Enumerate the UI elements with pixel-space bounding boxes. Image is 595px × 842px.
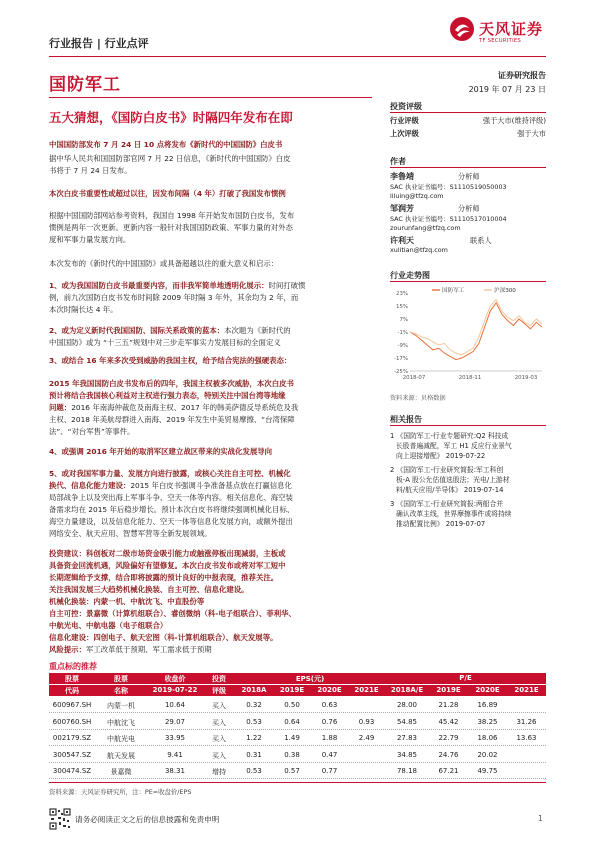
investment-advice: 中航光电、中航电器（电子组联合） [49,621,168,630]
report-type: 证券研究报告 [498,71,546,80]
title-divider [49,97,372,98]
table-cell: 33.95 [164,734,186,742]
th-rating: 投资 [212,675,226,683]
prev-rating-value: 强于大市 [517,129,546,138]
related-line: 向上迎接增配》 2019-07-22 [396,452,486,460]
author-name: 邹润芳 [390,204,414,213]
body-text: 中国国防》或为 “十三五”规划中对三步走军事实力发展目标的全面定义 [49,338,281,347]
th-name2: 名称 [114,687,128,695]
guess-2 [49,325,372,337]
section-heading: 本次白皮书重要性或超过以往，因发布间隔（4 年）打破了我国发布惯例 [49,189,286,198]
body-text [49,480,372,492]
y-tick-label: -17% [394,356,408,362]
table-cell: 景嘉微 [110,768,132,776]
body-text: 书将于 7 月 24 日发布。 [49,166,132,175]
th-year: 2020E [475,686,500,694]
investment-advice: 投资建议：科创板对二级市场资金吸引能力或触涨停板出现减弱，主板或 [49,549,286,558]
table-cell: 0.53 [246,717,262,726]
related-heading: 相关报告 [390,415,422,424]
investment-advice: 自主可控：景嘉微（计算机组联合）、睿创微纳（科-电子组联合）、菲利华、 [49,609,296,618]
table-cell: 38.25 [477,717,498,726]
author-role: 分析师 [458,172,480,181]
table-cell: 内蒙一机 [107,702,135,710]
table-cell: 20.02 [477,750,498,759]
industry-title: 国防军工 [49,75,121,95]
table-cell: 0.93 [358,717,375,726]
guess-1 [49,280,372,292]
report-date: 2019 年 07 月 23 日 [468,85,546,94]
table-cell: 67.21 [438,767,459,775]
table-cell: 16.89 [477,701,498,709]
th-year: 2021E [354,686,379,694]
table-cell: 27.83 [396,734,418,742]
table-cell: 24.76 [438,750,459,759]
investment-advice: 机械化换装：内蒙一机、中航沈飞、中直股份等 [49,597,205,606]
body-text: 备需求均在 2015 年后稳步增长。预计本次白皮书将继续强调机械化目标、 [49,505,295,514]
y-tick-label: -25% [394,369,408,375]
related-line: 长股普遍减配，军工 H1 反应行业景气 [396,442,512,450]
th-year: 2021E [514,686,539,694]
th-date: 2019-07-22 [152,686,198,694]
investment-advice: 关注我国发展三大趋势机械化换装、自主可控、信息化建设。 [49,585,249,594]
sidebar-divider [390,167,546,168]
chart-source: 资料来源：贝格数据 [390,395,446,402]
table-cell: 9.41 [167,750,183,759]
guess-5-head: 5、或对我国军事力量、发展方向进行披露，或核心关注自主可控、机械化 [49,469,291,478]
table-cell: 2.49 [358,734,375,742]
table-cell: 中航光电 [107,735,135,743]
author-name: 李鲁靖 [390,172,414,181]
th-name: 股票 [114,675,128,683]
logo-mark-icon [449,16,475,42]
table-row [49,748,546,763]
table-cell: 0.64 [284,717,300,726]
table-cell: 0.50 [284,701,300,709]
series-line-0 [410,303,542,360]
related-line: 1 《国防军工-行业专题研究:Q2 科技成 [390,432,509,440]
table-cell: 002179.SZ [52,734,92,742]
author-role: 分析师 [458,204,480,213]
logo-text: 天风证券 [479,20,544,38]
y-tick-label: 23% [396,291,408,297]
page-number: 1 [538,814,543,823]
body-text-bold: 问题： [49,403,72,412]
table-cell: 买入 [212,735,226,743]
section-heading: 中国国防部发布 7 月 24 日 10 点将发布《新时代的中国国防》白皮书 [49,140,283,149]
table-cell: 买入 [212,751,226,760]
th-eps: EPS(元) [295,675,325,683]
table-cell: 300547.SZ [52,750,92,759]
author-email[interactable]: zourunfang@tfzq.com [390,224,461,232]
table-row [49,698,546,713]
table-cell: 1.88 [321,734,338,742]
table-cell: 1.49 [284,734,300,742]
trend-heading: 行业走势图 [390,271,430,280]
related-line: 料/航天应用/半导体》 2019-07-14 [396,486,504,494]
body-text-normal: 2015 年白皮书强调斗争准备基点放在打赢信息化 [130,481,292,490]
table-cell: 600967.SH [52,701,92,709]
table-cell: 28.00 [396,701,418,709]
author-role: 联系人 [470,236,492,245]
investment-advice: 具备资金回流机遇，风险偏好有望修复。本次白皮书发布或将对军工短中 [49,561,286,570]
table-bottom-rule [49,782,546,783]
table-cell: 1.22 [246,734,262,742]
investment-advice: 信息化建设：四创电子、航天宏图（科-计算机组联合）、航天发展等。 [49,633,278,642]
y-tick-label: -1% [397,330,408,336]
related-line: 确认改革主线，世界摩擦事件或将持续 [396,510,512,518]
th-pe: P/E [459,674,472,682]
logo-subtext: TF SECURITIES [479,38,522,44]
body-text: 惯例是两年一次更新。更新内容一般针对我国国防政策、军事力量的对外态 [49,223,293,232]
related-line: 2 《国防军工-行业研究简报:军工科创 [390,466,504,474]
sidebar-divider [390,281,546,282]
table-cell: 航天发展 [107,751,135,760]
y-tick-label: 15% [396,304,408,310]
table-cell: 0.63 [321,701,338,709]
body-text: 据中华人民共和国国防部官网 7 月 22 日信息，《新时代的中国国防》白皮 [49,154,291,163]
table-note: 资料来源：天风证券研究所，注：PE=收盘价/EPS [49,788,192,796]
body-text: 主权、2018 年美航母群进入南海、2019 年发生中美贸易摩擦、“台湾保障 [49,415,295,424]
author-name: 许利天 [390,236,414,245]
table-cell: 0.38 [284,750,300,759]
th-code2: 代码 [65,687,79,695]
body-text: 本次发布的《新时代的中国国防》或具备超越以往的重大意义和启示： [49,259,279,268]
sidebar-divider [390,425,546,426]
th-year: 2018A [241,686,267,694]
table-cell: 10.64 [164,701,186,709]
rating-heading: 投资评级 [390,102,422,111]
company-logo [449,14,559,50]
table-cell: 21.28 [438,701,459,709]
author-cert: SAC 执业证书编号：S1110517010004 [390,215,507,223]
body-text: 度和军事力量发展方向。 [49,235,131,244]
table-cell: 29.07 [164,717,186,726]
table-cell: 0.47 [321,750,338,759]
table-cell: 49.75 [477,767,498,775]
sidebar-divider [390,112,546,113]
table-subheader-row [49,685,546,696]
body-text: 2015 年我国国防白皮书发布后的四年，我国主权被多次威胁，本次白皮书 [49,379,294,388]
table-cell: 600760.SH [52,717,92,726]
body-text-normal: 2016 年南海仲裁危及南海主权、2017 年的韩美萨德反导系统危及我 [71,403,299,412]
table-cell: 13.63 [516,734,537,742]
table-cell: 38.31 [164,767,186,775]
table-cell: 中航沈飞 [107,718,135,727]
table-row [49,764,546,779]
th-price: 收盘价 [164,675,186,683]
risk-head: 风险提示： [49,645,86,654]
table-header-row [49,673,546,684]
table-row [49,731,546,746]
guess-1-head: 1、或为我国国防白皮书最重要内容，而非我军简单地透明化展示： [49,281,269,290]
table-title: 重点标的推荐 [49,662,97,671]
author-email[interactable]: xulitian@tfzq.com [390,246,448,254]
risk-warning [49,644,372,656]
table-cell: 0.76 [321,717,338,726]
body-text: 法”、“对台军售”等事件。 [49,427,135,436]
th-year: 2018A/E [390,686,424,694]
table-cell: 0.57 [284,767,300,775]
rating-value: 强于大市(维持评级) [482,116,546,125]
related-report-1[interactable] [390,431,512,461]
th-year: 2019E [436,686,461,694]
legend-label: 沪深300 [494,288,516,294]
related-report-2[interactable] [390,465,510,495]
body-text: 例，前九次国防白皮书发布时间除 2009 年时隔 3 年外，其余均为 2 年，而 [49,293,299,302]
th-year: 2019E [279,686,305,694]
table-cell: 54.85 [396,717,418,726]
table-cell: 18.06 [477,734,498,742]
table-cell: 34.85 [396,750,418,759]
table-cell: 买入 [212,718,226,727]
guess-2-head: 2、或为定义新时代我国国防、国际关系政策的蓝本： [49,326,225,335]
related-line: 3 《国防军工-行业研究简报:两船合并 [390,500,504,508]
x-tick-label: 2018-07 [402,375,426,381]
body-text: 局部战争上以及突出海上军事斗争、空天一体等内容。相关信息化、海空装 [49,493,293,502]
related-report-3[interactable] [390,499,512,529]
table-cell: 22.79 [438,734,459,742]
x-tick-label: 2018-11 [458,375,482,381]
table-cell: 31.26 [516,717,537,726]
author-heading: 作者 [390,157,406,166]
industry-trend-chart [390,285,546,385]
table-cell: 增持 [212,768,226,776]
table-cell: 0.77 [321,767,338,775]
series-line-1 [410,300,542,355]
risk-body: 军工改革低于预期、军工需求低于预期 [85,645,212,654]
header-divider [49,56,546,57]
related-line: 板-A 股公允估值选股法；光电/上游材 [396,476,510,484]
body-text-bold: 换代、信息化能力建设： [49,481,131,490]
rating-label: 行业评级 [390,116,419,125]
table-cell: 买入 [212,702,226,710]
body-text: 根据中国国防部网站参考资料，我国自 1998 年开始发布国防白皮书，发布 [49,211,295,220]
legend-label: 国防军工 [442,288,465,294]
table-cell: 300474.SZ [52,767,92,775]
guess-3-head: 3、或结合 16 年来多次受到威胁的我国主权，给予结合宪法的强硬表态： [49,356,292,365]
y-tick-label: 7% [399,317,408,323]
qr-code-icon [49,808,71,830]
body-text [49,402,372,414]
guess-4-head: 4、或强调 2016 年开始的取消军区建立战区带来的实战化发展导向 [49,447,273,456]
th-rating2: 评级 [212,687,226,695]
disclaimer: 请务必阅读正文之后的信息披露和免责申明 [75,815,220,824]
prev-rating-label: 上次评级 [390,129,419,138]
body-text: 预计将结合我国核心利益对主权进行强力表态，特别关注中国台湾等地缘 [49,391,286,400]
table-cell: 45.42 [438,717,459,726]
chart-svg [390,285,546,385]
investment-advice: 长期逻辑给予支撑，结合即将披露的预计良好的中报表现，推荐关注。 [49,573,279,582]
y-tick-label: -9% [397,343,408,349]
guess-2-tail: 本次题为《新时代的 [224,326,291,335]
th-year: 2020E [317,686,342,694]
body-text: 海空力量建设，以及信息化能力、空天一体等信息化发展方向，或额外提出 [49,517,293,526]
main-title: 五大猜想，《国防白皮书》时隔四年发布在即 [49,110,293,125]
report-category: 行业报告 | 行业点评 [49,37,149,50]
guess-1-tail: 时间打破惯 [268,281,306,290]
body-text: 本次时隔长达 4 年。 [49,305,118,314]
table-cell: 0.53 [246,767,262,775]
related-line: 推动配置比例》 2019-07-07 [396,520,486,528]
table-cell: 0.31 [246,750,262,759]
table-cell: 78.18 [396,767,418,775]
author-email[interactable]: liluing@tfzq.com [390,192,444,200]
body-text: 网络安全、航天应用、智慧军营等全新发展领域。 [49,529,212,538]
author-cert: SAC 执业证书编号：S1110519050003 [390,183,507,191]
table-cell: 0.32 [246,701,262,709]
table-row [49,715,546,730]
x-tick-label: 2019-03 [514,375,538,381]
th-code: 股票 [65,675,79,683]
